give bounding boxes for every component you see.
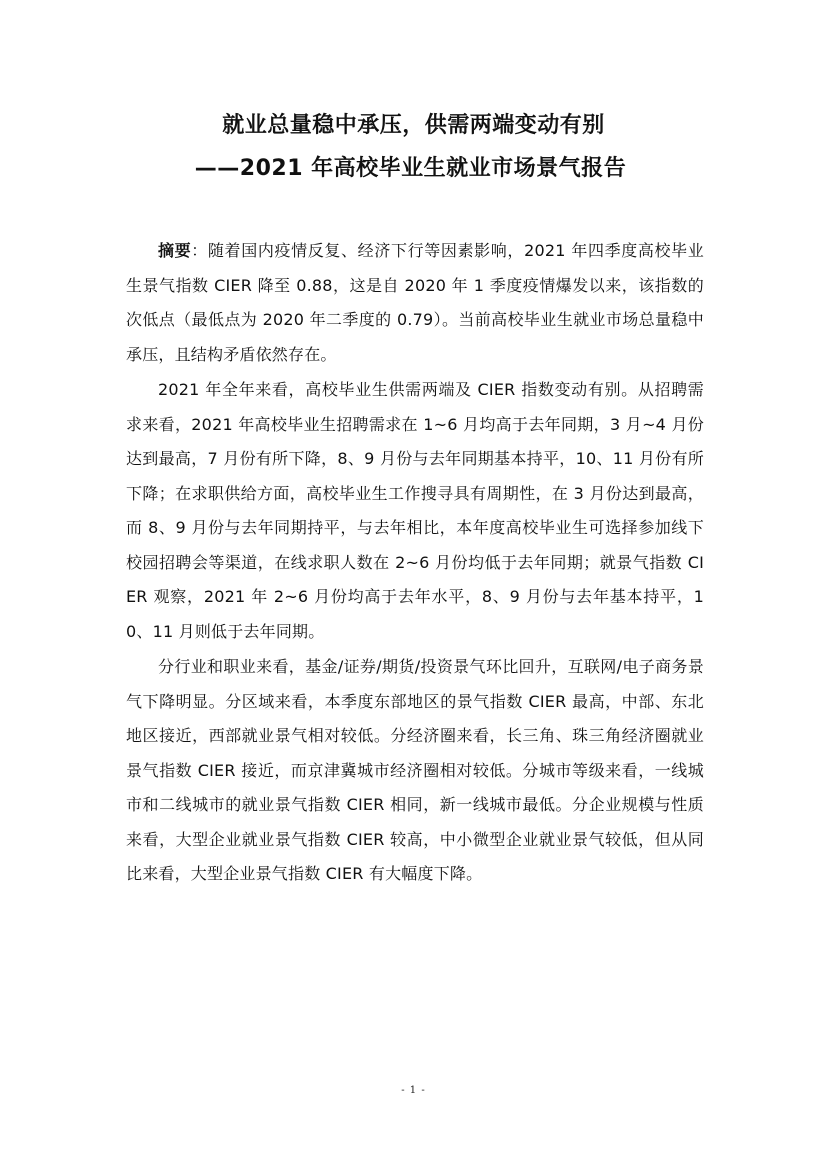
document-subtitle: ——2021 年高校毕业生就业市场景气报告 bbox=[194, 156, 627, 181]
abstract-label: 摘要 bbox=[158, 241, 192, 260]
page-number: - 1 - bbox=[401, 1085, 426, 1096]
paragraph-segment-analysis: 分行业和职业来看，基金/证券/期货/投资景气环比回升，互联网/电子商务景气下降明显。分区域来看，本季度东部地区的景气指数 CIER 最高，中部、东北地区接近，西部就业景气相对较低。分经济圈来看，长三角、珠三角经济圈就业景气指数 CIER 接近，而京津冀城市经济圈相对较低。分城市等级来看，一线城市和二线城市的就业景气指数 CIER 相同，新一线城市最低。分企业规模与性质来看，大型企业就业景气指数 CIER 较高，中小微型企业就业景气较低，但从同比来看，大型企业景气指数 CIER 有大幅度下降。 bbox=[126, 657, 704, 883]
document-body bbox=[126, 234, 704, 893]
title-block bbox=[0, 104, 827, 190]
abstract-paragraph bbox=[126, 234, 704, 372]
abstract-text: ：随着国内疫情反复、经济下行等因素影响，2021 年四季度高校毕业生景气指数 CIER 降至 0.88，这是自 2020 年 1 季度疫情爆发以来，该指数的次低点（最低点为 2020 年二季度的 0.79）。当前高校毕业生就业市场总量稳中承压，且结构矛盾依然存在。 bbox=[126, 241, 704, 364]
paragraph-annual-overview: 2021 年全年来看，高校毕业生供需两端及 CIER 指数变动有别。从招聘需求来看，2021 年高校毕业生招聘需求在 1~6 月均高于去年同期，3 月~4 月份达到最高，7 月份有所下降，8、9 月份与去年同期基本持平，10、11 月份有所下降；在求职供给方面，高校毕业生工作搜寻具有周期性，在 3 月份达到最高，而 8、9 月份与去年同期持平，与去年相比，本年度高校毕业生可选择参加线下校园招聘会等渠道，在线求职人数在 2~6 月份均低于去年同期；就景气指数 CIER 观察，2021 年 2~6 月份均高于去年水平，8、9 月份与去年基本持平，10、11 月则低于去年同期。 bbox=[126, 380, 704, 641]
document-title: 就业总量稳中承压，供需两端变动有别 bbox=[222, 113, 605, 138]
